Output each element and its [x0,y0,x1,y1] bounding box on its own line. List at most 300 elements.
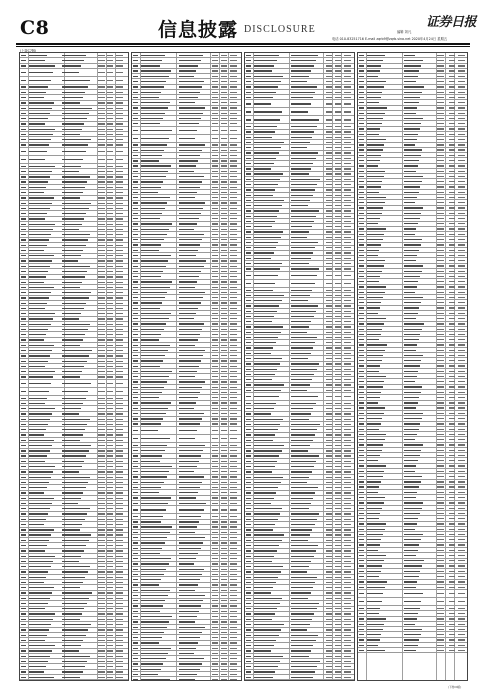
table-cell [141,213,162,214]
table-cell [230,632,237,633]
table-cell [133,165,138,166]
table-cell [291,358,308,359]
table-row [245,680,354,681]
table-cell [107,566,113,567]
table-cell [404,149,422,150]
table-cell [62,629,89,630]
table-cell [29,645,55,646]
table-cell [98,80,104,81]
table-cell [29,203,52,204]
table-cell [116,144,123,145]
table-cell [98,159,104,160]
table-cell [29,181,48,182]
table-cell [62,666,85,667]
table-cell [344,624,351,625]
table-cell [291,556,314,557]
table-cell [437,55,444,56]
table-cell [141,553,160,554]
table-cell [212,376,218,377]
table-cell [254,65,274,66]
table-cell [29,80,51,81]
table-cell [367,381,384,382]
table-cell [98,139,104,140]
table-cell [291,384,310,385]
table-cell [62,55,87,56]
table-cell [326,624,332,625]
table-cell [254,70,272,71]
table-cell [116,303,123,304]
table-cell [246,195,251,196]
table-cell [133,138,138,139]
table-cell [404,618,417,619]
table-cell [212,497,218,498]
table-cell [107,287,113,288]
table-cell [116,482,123,483]
table-cell [437,381,444,382]
table-cell [62,503,79,504]
table-cell [141,397,159,398]
table-cell [98,550,104,551]
table-cell [21,72,26,73]
table-cell [335,60,341,61]
table-cell [29,60,45,61]
table-cell [404,81,416,82]
table-cell [437,539,444,540]
table-cell [179,208,203,209]
table-cell [449,176,455,177]
table-cell [133,621,138,622]
table-cell [221,438,227,439]
table-cell [221,509,227,510]
table-cell [133,574,138,575]
table-cell [344,258,351,259]
table-cell [221,611,227,612]
table-cell [404,418,422,419]
table-cell [29,308,45,309]
table-cell [230,516,237,517]
table-cell [221,600,227,601]
table-cell [230,532,237,533]
table-cell [449,218,455,219]
table-cell [246,268,251,269]
table-cell [62,176,90,177]
table-cell [179,627,205,628]
table-cell [458,392,465,393]
table-cell [367,76,378,77]
continued-from-label: (上接C7版) [20,49,37,53]
table-cell [116,571,123,572]
table-cell [133,600,138,601]
table-cell [98,413,104,414]
table-cell [254,587,273,588]
table-cell [133,471,138,472]
table-cell [116,424,123,425]
table-cell [116,471,123,472]
table-cell [458,318,465,319]
table-cell [359,450,364,451]
table-cell [230,213,237,214]
table-cell [179,558,196,559]
table-cell [221,418,227,419]
table-cell [437,65,444,66]
table-cell [107,508,113,509]
table-cell [326,587,332,588]
table-cell [291,131,314,132]
table-cell [449,593,455,594]
table-cell [221,497,227,498]
table-cell [116,123,123,124]
table-cell [404,608,420,609]
table-cell [107,55,113,56]
table-cell [437,639,444,640]
table-cell [107,181,113,182]
table-cell [359,371,364,372]
table-cell [62,650,79,651]
table-cell [335,363,341,364]
table-cell [212,366,218,367]
table-cell [21,366,26,367]
table-cell [133,430,138,431]
table-cell [367,113,385,114]
table-cell [21,471,26,472]
table-cell [116,550,123,551]
table-cell [212,113,218,114]
table-cell [98,134,104,135]
table-cell [98,582,104,583]
table-cell [458,281,465,282]
table-cell [133,482,138,483]
table-cell [458,55,465,56]
table-cell [116,339,123,340]
table-cell [133,255,138,256]
table-cell [141,187,161,188]
table-cell [291,550,316,551]
table-cell [230,287,237,288]
table-cell [437,155,444,156]
table-cell [449,134,455,135]
table-cell [221,413,227,414]
table-cell [29,118,48,119]
table-cell [326,455,332,456]
table-cell [62,334,86,335]
table-cell [359,255,364,256]
table-cell [212,187,218,188]
table-cell [254,131,275,132]
table-cell [21,582,26,583]
table-cell [29,477,51,478]
table-cell [21,645,26,646]
table-cell [29,487,47,488]
table-cell [141,605,163,606]
table-cell [98,113,104,114]
table-cell [367,297,383,298]
table-cell [404,371,418,372]
table-cell [221,542,227,543]
table-cell [141,97,159,98]
table-cell [107,434,113,435]
table-cell [179,360,201,361]
table-cell [359,571,364,572]
table-cell [367,281,379,282]
table-cell [254,321,272,322]
table-cell [404,544,419,545]
table-cell [141,542,165,543]
table-cell [326,81,332,82]
table-cell [29,129,55,130]
table-cell [141,318,169,319]
table-cell [133,595,138,596]
table-cell [221,55,227,56]
table-cell [212,397,218,398]
table-cell [221,144,227,145]
table-cell [449,65,455,66]
table-cell [404,297,423,298]
table-cell [449,529,455,530]
table-cell [221,487,227,488]
table-cell [21,482,26,483]
table-cell [404,202,415,203]
table-cell [344,519,351,520]
table-cell [107,582,113,583]
table-cell [230,260,237,261]
table-cell [326,173,332,174]
table-cell [29,424,48,425]
table-cell [458,350,465,351]
table-cell [367,371,379,372]
table-cell [404,523,417,524]
table-cell [116,366,123,367]
table-cell [254,577,278,578]
table-cell [367,508,382,509]
table-cell [326,661,332,662]
table-cell [62,398,86,399]
table-cell [254,503,271,504]
table-cell [230,86,237,87]
table-cell [367,392,381,393]
table-cell [62,203,92,204]
table-cell [367,70,380,71]
table-cell [107,345,113,346]
table-cell [133,387,138,388]
table-cell [437,571,444,572]
table-cell [404,286,417,287]
table-cell [367,228,386,229]
table-cell [29,519,46,520]
table-cell [458,329,465,330]
table-cell [62,287,80,288]
table-cell [21,566,26,567]
table-cell [449,381,455,382]
table-cell [404,65,421,66]
table-cell [230,271,237,272]
table-cell [230,76,237,77]
table-cell [335,252,341,253]
table-cell [458,149,465,150]
table-cell [212,408,218,409]
table-cell [133,558,138,559]
table-cell [107,151,113,152]
table-cell [221,366,227,367]
table-cell [107,513,113,514]
table-cell [212,418,218,419]
table-cell [107,492,113,493]
table-cell [458,255,465,256]
table-cell [344,55,351,56]
table-cell [326,440,332,441]
table-cell [458,160,465,161]
table-cell [359,207,364,208]
table-cell [404,376,417,377]
table-cell [133,292,138,293]
table-cell [404,171,416,172]
masthead-rule [16,43,470,45]
table-cell [21,297,26,298]
table-cell [326,311,332,312]
table-cell [29,151,47,152]
table-cell [98,250,104,251]
table-cell [98,508,104,509]
table-cell [449,344,455,345]
table-cell [29,102,54,103]
table-cell [230,616,237,617]
table-cell [335,592,341,593]
table-cell [449,128,455,129]
table-cell [458,455,465,456]
table-cell [98,629,104,630]
table-cell [246,556,251,557]
table-cell [212,438,218,439]
table-cell [359,513,364,514]
table-cell [98,118,104,119]
table-cell [404,223,418,224]
table-cell [367,444,383,445]
table-cell [221,653,227,654]
table-cell [133,107,138,108]
table-cell [62,208,89,209]
table-cell [326,216,332,217]
table-cell [107,118,113,119]
table-cell [116,345,123,346]
table-cell [221,408,227,409]
table-cell [179,492,198,493]
table-cell [179,292,205,293]
table-cell [141,138,169,139]
table-cell [246,60,251,61]
table-cell [458,65,465,66]
table-cell [458,581,465,582]
table-cell [21,671,26,672]
table-cell [141,239,164,240]
table-cell [254,316,274,317]
table-cell [326,408,332,409]
table-cell [179,521,199,522]
table-cell [133,590,138,591]
table-cell [246,226,251,227]
table-cell [98,266,104,267]
table-cell [179,423,200,424]
table-cell [133,181,138,182]
table-cell [62,97,83,98]
table-cell [21,102,26,103]
table-cell [344,226,351,227]
table-cell [254,635,279,636]
table-cell [212,239,218,240]
table-cell [179,642,198,643]
table-cell [449,565,455,566]
table-cell [254,163,274,164]
table-row [132,435,241,443]
table-cell [254,179,280,180]
table-cell [335,152,341,153]
table-cell [221,345,227,346]
table-cell [221,476,227,477]
table-cell [344,656,351,657]
table-cell [326,545,332,546]
table-cell [107,624,113,625]
table-cell [141,329,164,330]
table-cell [246,566,251,567]
table-cell [29,466,55,467]
table-cell [62,519,85,520]
table-cell [344,147,351,148]
table-cell [116,592,123,593]
table-cell [344,503,351,504]
table-cell [344,353,351,354]
table-cell [179,569,204,570]
table-cell [62,345,81,346]
table-cell [326,60,332,61]
table-cell [254,189,275,190]
table-cell [98,598,104,599]
table-cell [179,107,205,108]
table-cell [344,629,351,630]
table-cell [326,561,332,562]
table-cell [254,461,277,462]
table-cell [21,229,26,230]
table-cell [246,487,251,488]
table-cell [116,461,123,462]
table-cell [221,526,227,527]
table-cell [212,621,218,622]
table-cell [449,645,455,646]
table-cell [133,423,138,424]
table-cell [62,540,89,541]
table-cell [141,579,161,580]
table-cell [230,366,237,367]
table-cell [179,366,199,367]
table-cell [133,648,138,649]
table-cell [246,677,251,678]
table-cell [179,118,201,119]
table-cell [458,544,465,545]
table-cell [291,216,316,217]
table-cell [107,629,113,630]
table-cell [291,252,313,253]
table-cell [437,165,444,166]
table-cell [246,524,251,525]
table-cell [230,563,237,564]
table-cell [404,239,422,240]
table-cell [179,450,203,451]
table-cell [437,429,444,430]
table-column-block [244,52,355,681]
table-cell [254,337,278,338]
table-cell [107,671,113,672]
table-cell [359,555,364,556]
table-cell [133,55,138,56]
table-cell [62,102,81,103]
table-cell [221,397,227,398]
